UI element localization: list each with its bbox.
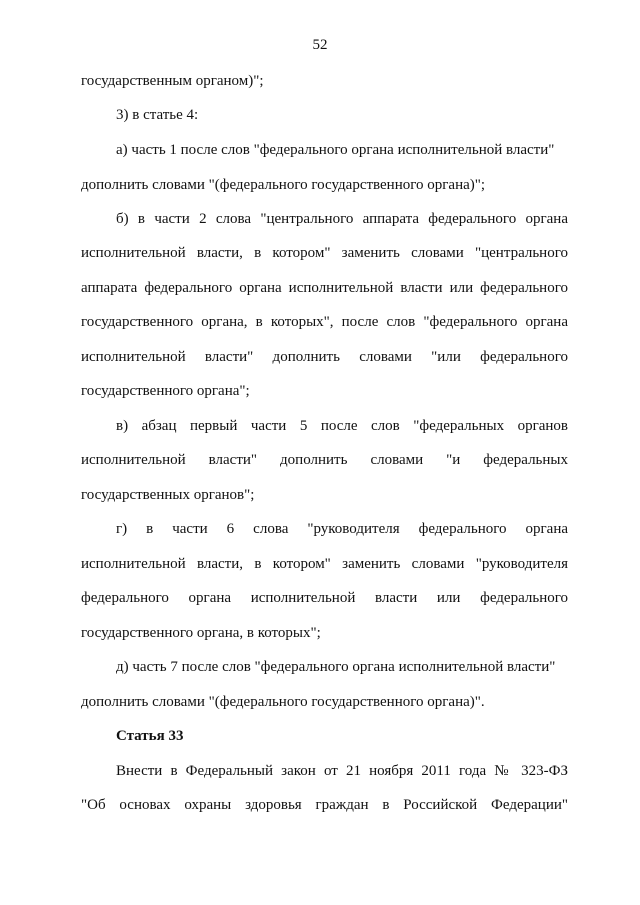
text-line: федерального органа исполнительной власти или федерального — [81, 590, 568, 606]
text-line: исполнительной власти, в котором" заменить словами "центрального — [81, 245, 568, 261]
text-line: б) в части 2 слова "центрального аппарата федерального органа — [116, 211, 568, 227]
text-line: дополнить словами "(федерального государственного органа)". — [81, 694, 485, 710]
text-line: государственных органов"; — [81, 487, 255, 503]
text-line: 3) в статье 4: — [116, 107, 199, 123]
text-line: государственным органом)"; — [81, 73, 264, 89]
text-line: в) абзац первый части 5 после слов "федеральных органов — [116, 418, 568, 434]
text-line: аппарата федерального органа исполнительной власти или федерального — [81, 280, 568, 296]
text-line: "Об основах охраны здоровья граждан в Российской Федерации" — [81, 797, 568, 813]
text-line: исполнительной власти" дополнить словами "или федерального — [81, 349, 568, 365]
text-line: государственного органа"; — [81, 383, 250, 399]
text-line: Внести в Федеральный закон от 21 ноября 2011 года № 323-ФЗ — [116, 763, 568, 779]
text-line: государственного органа, в которых"; — [81, 625, 321, 641]
article-heading: Статья 33 — [116, 728, 184, 744]
text-line: государственного органа, в которых", после слов "федерального органа — [81, 314, 568, 330]
text-line: исполнительной власти, в котором" заменить словами "руководителя — [81, 556, 568, 572]
text-line: а) часть 1 после слов "федерального органа исполнительной власти" — [116, 142, 555, 158]
text-line: исполнительной власти" дополнить словами "и федеральных — [81, 452, 568, 468]
text-line: г) в части 6 слова "руководителя федерального органа — [116, 521, 568, 537]
text-line: дополнить словами "(федерального государственного органа)"; — [81, 177, 486, 193]
text-line: д) часть 7 после слов "федерального органа исполнительной власти" — [116, 659, 556, 675]
page-number: 52 — [312, 37, 328, 53]
